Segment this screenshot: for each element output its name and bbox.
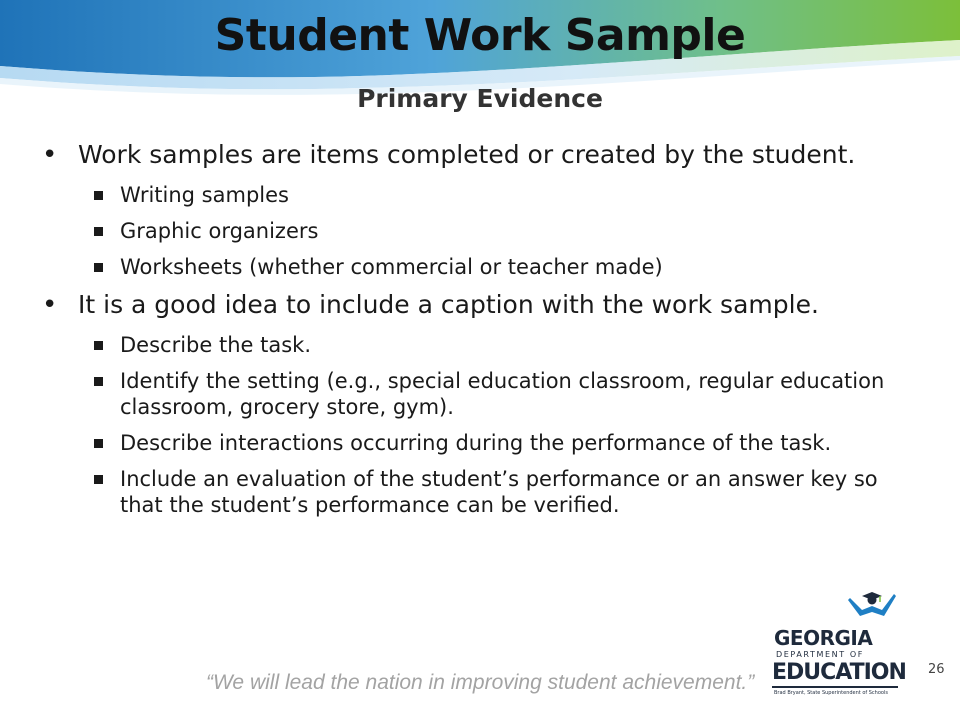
bullet-list (40, 140, 900, 528)
georgia-doe-logo (770, 590, 906, 715)
logo-education-text: EDUCATION (772, 660, 906, 685)
subbullet-worksheets: Worksheets (whether commercial or teacher made) (40, 254, 900, 280)
logo-superintendent-text: Brad Bryant, State Superintendent of Schools (774, 690, 888, 696)
subbullet-include-evaluation: Include an evaluation of the student’s performance or an answer key so that the student’s performance can be verified. (40, 466, 900, 518)
subbullet-describe-task: Describe the task. (40, 332, 900, 358)
logo-rule (772, 686, 898, 688)
subbullet-identify-setting: Identify the setting (e.g., special education classroom, regular education classroom, grocery store, gym). (40, 368, 900, 420)
logo-georgia-text: GEORGIA (774, 626, 873, 650)
logo-department-text: DEPARTMENT OF (776, 650, 864, 659)
subbullet-graphic-organizers: Graphic organizers (40, 218, 900, 244)
graduate-figure-icon (846, 590, 898, 630)
slide-subtitle: Primary Evidence (357, 84, 603, 113)
subbullet-writing-samples: Writing samples (40, 182, 900, 208)
bullet-caption: • It is a good idea to include a caption with the work sample. (40, 290, 900, 320)
slide-title: Student Work Sample (214, 10, 746, 61)
bullet-work-samples: • Work samples are items completed or created by the student. (40, 140, 900, 170)
subbullet-describe-interactions: Describe interactions occurring during the performance of the task. (40, 430, 900, 456)
footer-motto: “We will lead the nation in improving student achievement.” (206, 671, 755, 694)
slide-number: 26 (928, 662, 945, 677)
